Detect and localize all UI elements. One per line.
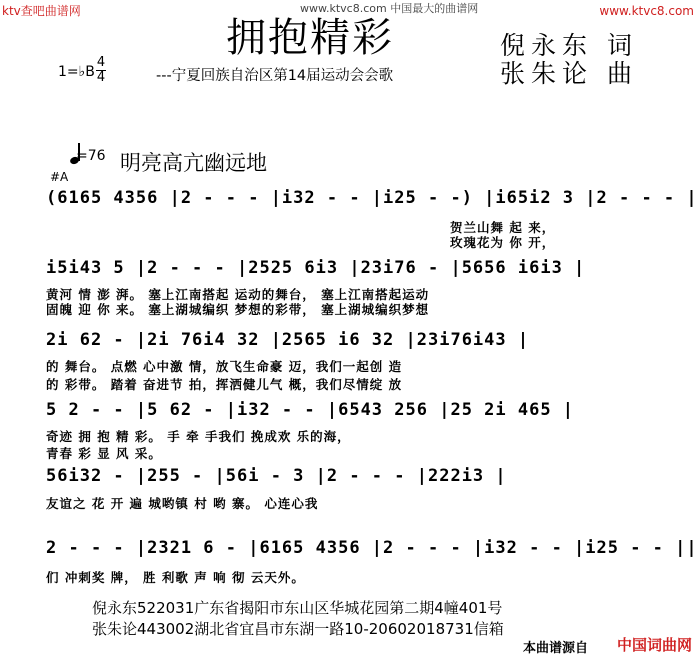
watermark-left: ktv查吧曲谱网 [2, 4, 81, 18]
lyrics-row-3-verse-1: 的 舞台。 点燃 心中激 情，放飞生命豪 迈，我们一起创 造 [46, 359, 403, 374]
notation-row-6: 2 - - - |2321 6 - |6165 4356 |2 - - - |i32 - - |i25 - - || [46, 538, 698, 558]
lyrics-row-1-verse-1: 贺兰山舞 起 来， [450, 220, 556, 235]
lyrics-row-3-verse-2: 的 彩带。 踏着 奋进节 拍，挥洒健儿气 概，我们尽情绽 放 [46, 377, 403, 392]
notation-row-5: 56i32 - |255 - |56i - 3 |2 - - - |222i3 | [46, 466, 507, 486]
key-signature: 1=♭B [58, 64, 95, 80]
expression-marking: 明亮高亢幽远地 [120, 151, 267, 175]
lyrics-row-4-verse-2: 青春 彩 显 风 采。 [46, 446, 162, 461]
notation-row-2: i5i43 5 |2 - - - |2525 6i3 |23i76 - |5656 i6i3 | [46, 258, 586, 278]
notation-row-1: (6165 4356 |2 - - - |i32 - - |i25 - -) |i65i2 3 |2 - - - | [46, 188, 698, 208]
lyrics-row-6: 们 冲刺奖 牌， 胜 利歌 声 响 彻 云天外。 [46, 570, 305, 585]
lyrics-row-1-verse-2: 玫瑰花为 你 开， [450, 235, 556, 250]
lyrics-row-2-verse-1: 黄河 情 澎 湃。 塞上江南搭起 运动的舞台， 塞上江南搭起运动 [46, 287, 430, 302]
key-sharp: #A [50, 170, 69, 184]
meter-top: 4 [96, 55, 106, 70]
tempo-marking: =76 [76, 148, 106, 164]
notation-row-4: 5 2 - - |5 62 - |i32 - - |6543 256 |25 2i 465 | [46, 400, 575, 420]
lyricist-credit: 倪永东 词 [500, 31, 638, 60]
watermark-top: www.ktvc8.com 中国最大的曲谱网 [300, 2, 479, 15]
notation-row-3: 2i 62 - |2i 76i4 32 |2565 i6 32 |23i76i43 | [46, 330, 530, 350]
song-subtitle: ---宁夏回族自治区第14届运动会会歌 [156, 68, 394, 84]
lyrics-row-4-verse-1: 奇迹 拥 抱 精 彩。 手 牵 手我们 挽成欢 乐的海， [46, 429, 351, 444]
source-label: 本曲谱源自 [522, 641, 588, 656]
lyrics-row-5: 友谊之 花 开 遍 城哟镇 村 哟 寨。 心连心我 [46, 496, 319, 511]
footer-composer-address: 张朱论443002湖北省宜昌市东湖一路10-20602018731信箱 [92, 620, 504, 638]
song-title: 拥抱精彩 [226, 15, 394, 61]
lyrics-row-2-verse-2: 固魄 迎 你 来。 塞上湖城编织 梦想的彩带， 塞上湖城编织梦想 [46, 302, 430, 317]
time-signature [96, 56, 106, 85]
meter-bottom: 4 [96, 70, 106, 85]
footer-lyricist-address: 倪永东522031广东省揭阳市东山区华城花园第二期4幢401号 [92, 599, 503, 617]
watermark-right: www.ktvc8.com [599, 4, 694, 18]
composer-credit: 张朱论 曲 [500, 59, 638, 88]
site-logo[interactable]: 中国词曲网 [616, 636, 692, 654]
